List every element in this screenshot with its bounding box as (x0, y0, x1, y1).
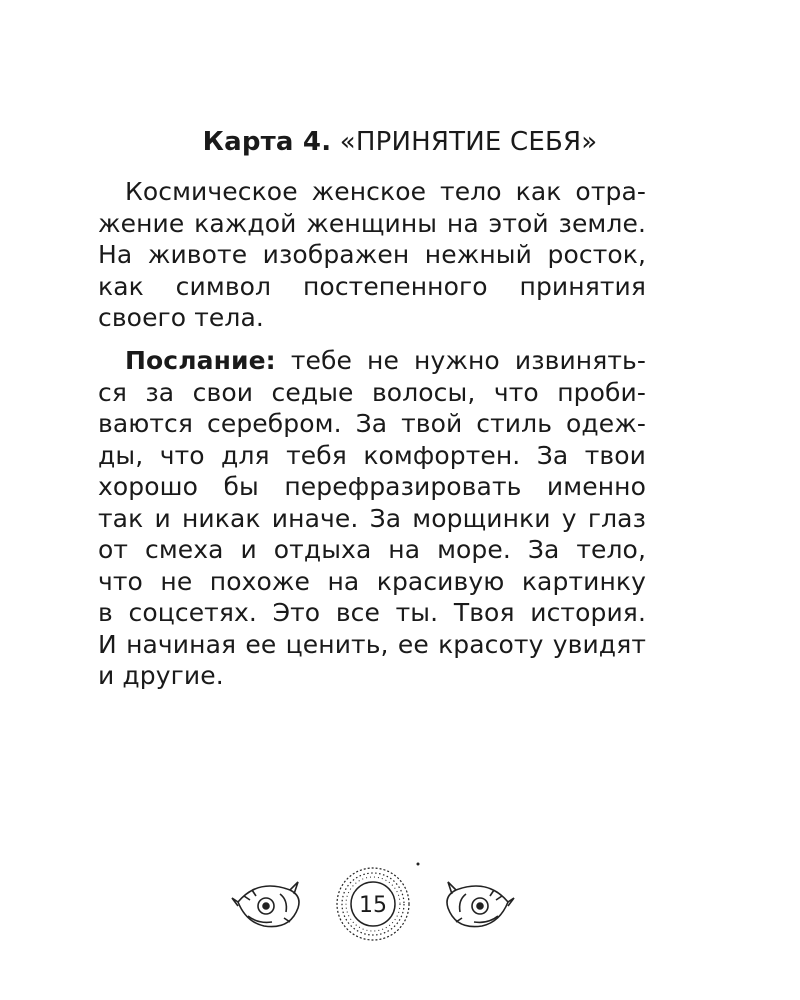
paragraph-line: Космическое женское тело как отра- (125, 177, 646, 206)
paragraph-line: так и никак иначе. За морщинки у глаз (98, 503, 646, 533)
paragraph-line: И начиная ее ценить, ее красоту увидят (98, 629, 646, 659)
message-label: Послание: (125, 346, 276, 375)
left-face-ornament-icon (232, 882, 299, 927)
paragraph-line: и другие. (98, 661, 224, 690)
paragraph-line: своего тела. (98, 303, 264, 332)
card-title (0, 124, 800, 160)
paragraph-line: что не похоже на красивую картинку (98, 566, 646, 596)
paragraph-line: в соцсетях. Это все ты. Твоя история. (98, 598, 646, 627)
paragraph-line: как символ постепенного принятия (98, 271, 646, 301)
paragraph-line: хорошо бы перефразировать именно (98, 472, 646, 501)
message-first-line-text: тебе не нужно извинять- (290, 346, 646, 375)
paragraph-first-line (98, 345, 646, 377)
paragraph-line: ваются серебром. За твой стиль одеж- (98, 409, 646, 438)
page-footer-ornament (228, 860, 528, 950)
paragraph-line: ся за свои седые волосы, что проби- (98, 377, 646, 407)
paragraph-line: ды, что для тебя комфортен. За твои (98, 440, 646, 470)
paragraph-line: жение каждой женщины на этой земле. (98, 208, 646, 238)
paragraph-line: от смеха и отдыха на море. За тело, (98, 535, 646, 564)
description-paragraph (98, 176, 646, 334)
paragraph-line: На животе изображен нежный росток, (98, 240, 646, 269)
page-number-badge (337, 863, 420, 941)
right-face-ornament-icon (447, 882, 514, 927)
page-number: 15 (359, 893, 387, 918)
card-number: Карта 4. (202, 127, 332, 157)
card-name: «ПРИНЯТИЕ СЕБЯ» (339, 127, 598, 157)
message-paragraph (98, 345, 646, 692)
